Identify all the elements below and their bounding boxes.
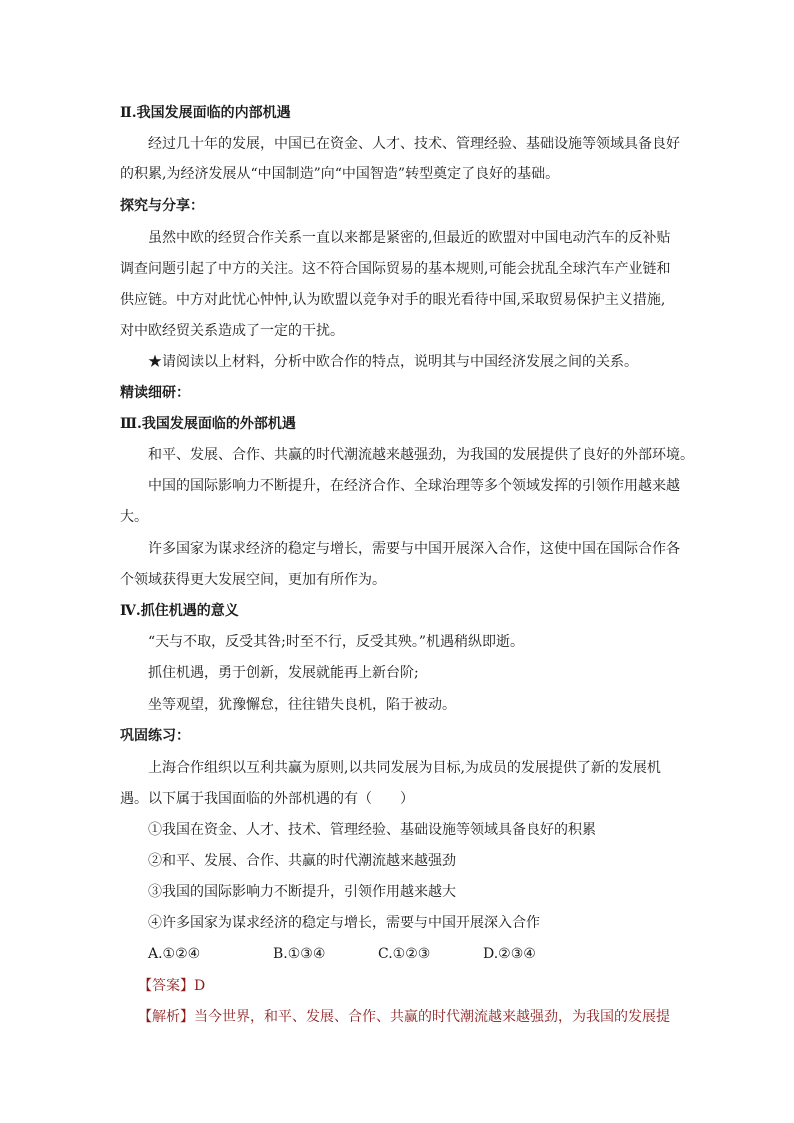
statement-4: ④许多国家为谋求经济的稳定与增长，需要与中国开展深入合作 (148, 915, 540, 931)
analysis-line (138, 1008, 698, 1026)
paragraph-line: 许多国家为谋求经济的稳定与增长，需要与中国开展深入合作，这使中国在国际合作各 (148, 541, 680, 557)
exercise-stem: 遇。以下属于我国面临的外部机遇的有（ ） (120, 791, 414, 807)
section-heading-4: Ⅳ.抓住机遇的意义 (120, 603, 239, 619)
explore-heading: 探究与分享： (120, 198, 204, 214)
quote-line: “天与不取，反受其咎;时至不行，反受其殃。”机遇稍纵即逝。 (148, 634, 525, 650)
paragraph-line: 大。 (120, 509, 148, 525)
paragraph-line: 个领域获得更大发展空间，更加有所作为。 (120, 572, 386, 588)
option-c: C.①②③ (378, 946, 431, 962)
answer-line (138, 977, 698, 995)
option-b: B.①③④ (273, 946, 326, 962)
section-heading-2: Ⅱ.我国发展面临的内部机遇 (120, 105, 291, 121)
statement-3: ③我国的国际影响力不断提升，引领作用越来越大 (148, 884, 456, 900)
paragraph-line: 调查问题引起了中方的关注。这不符合国际贸易的基本规则,可能会扰乱全球汽车产业链和 (120, 261, 671, 277)
section-heading-3: Ⅲ.我国发展面临的外部机遇 (120, 416, 296, 432)
close-read-heading: 精读细研： (120, 385, 190, 401)
statement-1: ①我国在资金、人才、技术、管理经验、基础设施等领域具备良好的积累 (148, 822, 596, 838)
paragraph-line: 和平、发展、合作、共赢的时代潮流越来越强劲，为我国的发展提供了良好的外部环境。 (148, 447, 694, 463)
statement-2: ②和平、发展、合作、共赢的时代潮流越来越强劲 (148, 853, 456, 869)
option-d: D.②③④ (483, 946, 536, 962)
answer-value: D (194, 978, 206, 994)
quote-line: 抓住机遇，勇于创新，发展就能再上新台阶; (148, 665, 419, 681)
paragraph-line: 经过几十年的发展，中国已在资金、人才、技术、管理经验、基础设施等领域具备良好 (148, 136, 680, 152)
task-prompt: ★请阅读以上材料，分析中欧合作的特点，说明其与中国经济发展之间的关系。 (148, 354, 638, 370)
quote-line: 坐等观望，犹豫懈怠，往往错失良机，陷于被动。 (148, 697, 456, 713)
paragraph-line: 中国的国际影响力不断提升，在经济合作、全球治理等多个领域发挥的引领作用越来越 (148, 478, 680, 494)
paragraph-line: 对中欧经贸关系造成了一定的干扰。 (120, 323, 344, 339)
paragraph-line: 的积累,为经济发展从“中国制造”向“中国智造”转型奠定了良好的基础。 (120, 166, 560, 182)
paragraph-line: 虽然中欧的经贸合作关系一直以来都是紧密的,但最近的欧盟对中国电动汽车的反补贴 (148, 230, 671, 246)
analysis-label: 【解析】 (138, 1009, 194, 1025)
answer-label: 【答案】 (138, 978, 194, 994)
exercise-stem: 上海合作组织以互利共赢为原则,以共同发展为目标,为成员的发展提供了新的发展机 (148, 760, 661, 776)
option-a: A.①②④ (148, 946, 201, 962)
answer-options (148, 945, 708, 963)
paragraph-line: 供应链。中方对此忧心忡忡,认为欧盟以竞争对手的眼光看待中国,采取贸易保护主义措施, (120, 292, 666, 308)
practice-heading: 巩固练习： (120, 728, 190, 744)
analysis-text: 当今世界，和平、发展、合作、共赢的时代潮流越来越强劲，为我国的发展提 (194, 1009, 670, 1025)
